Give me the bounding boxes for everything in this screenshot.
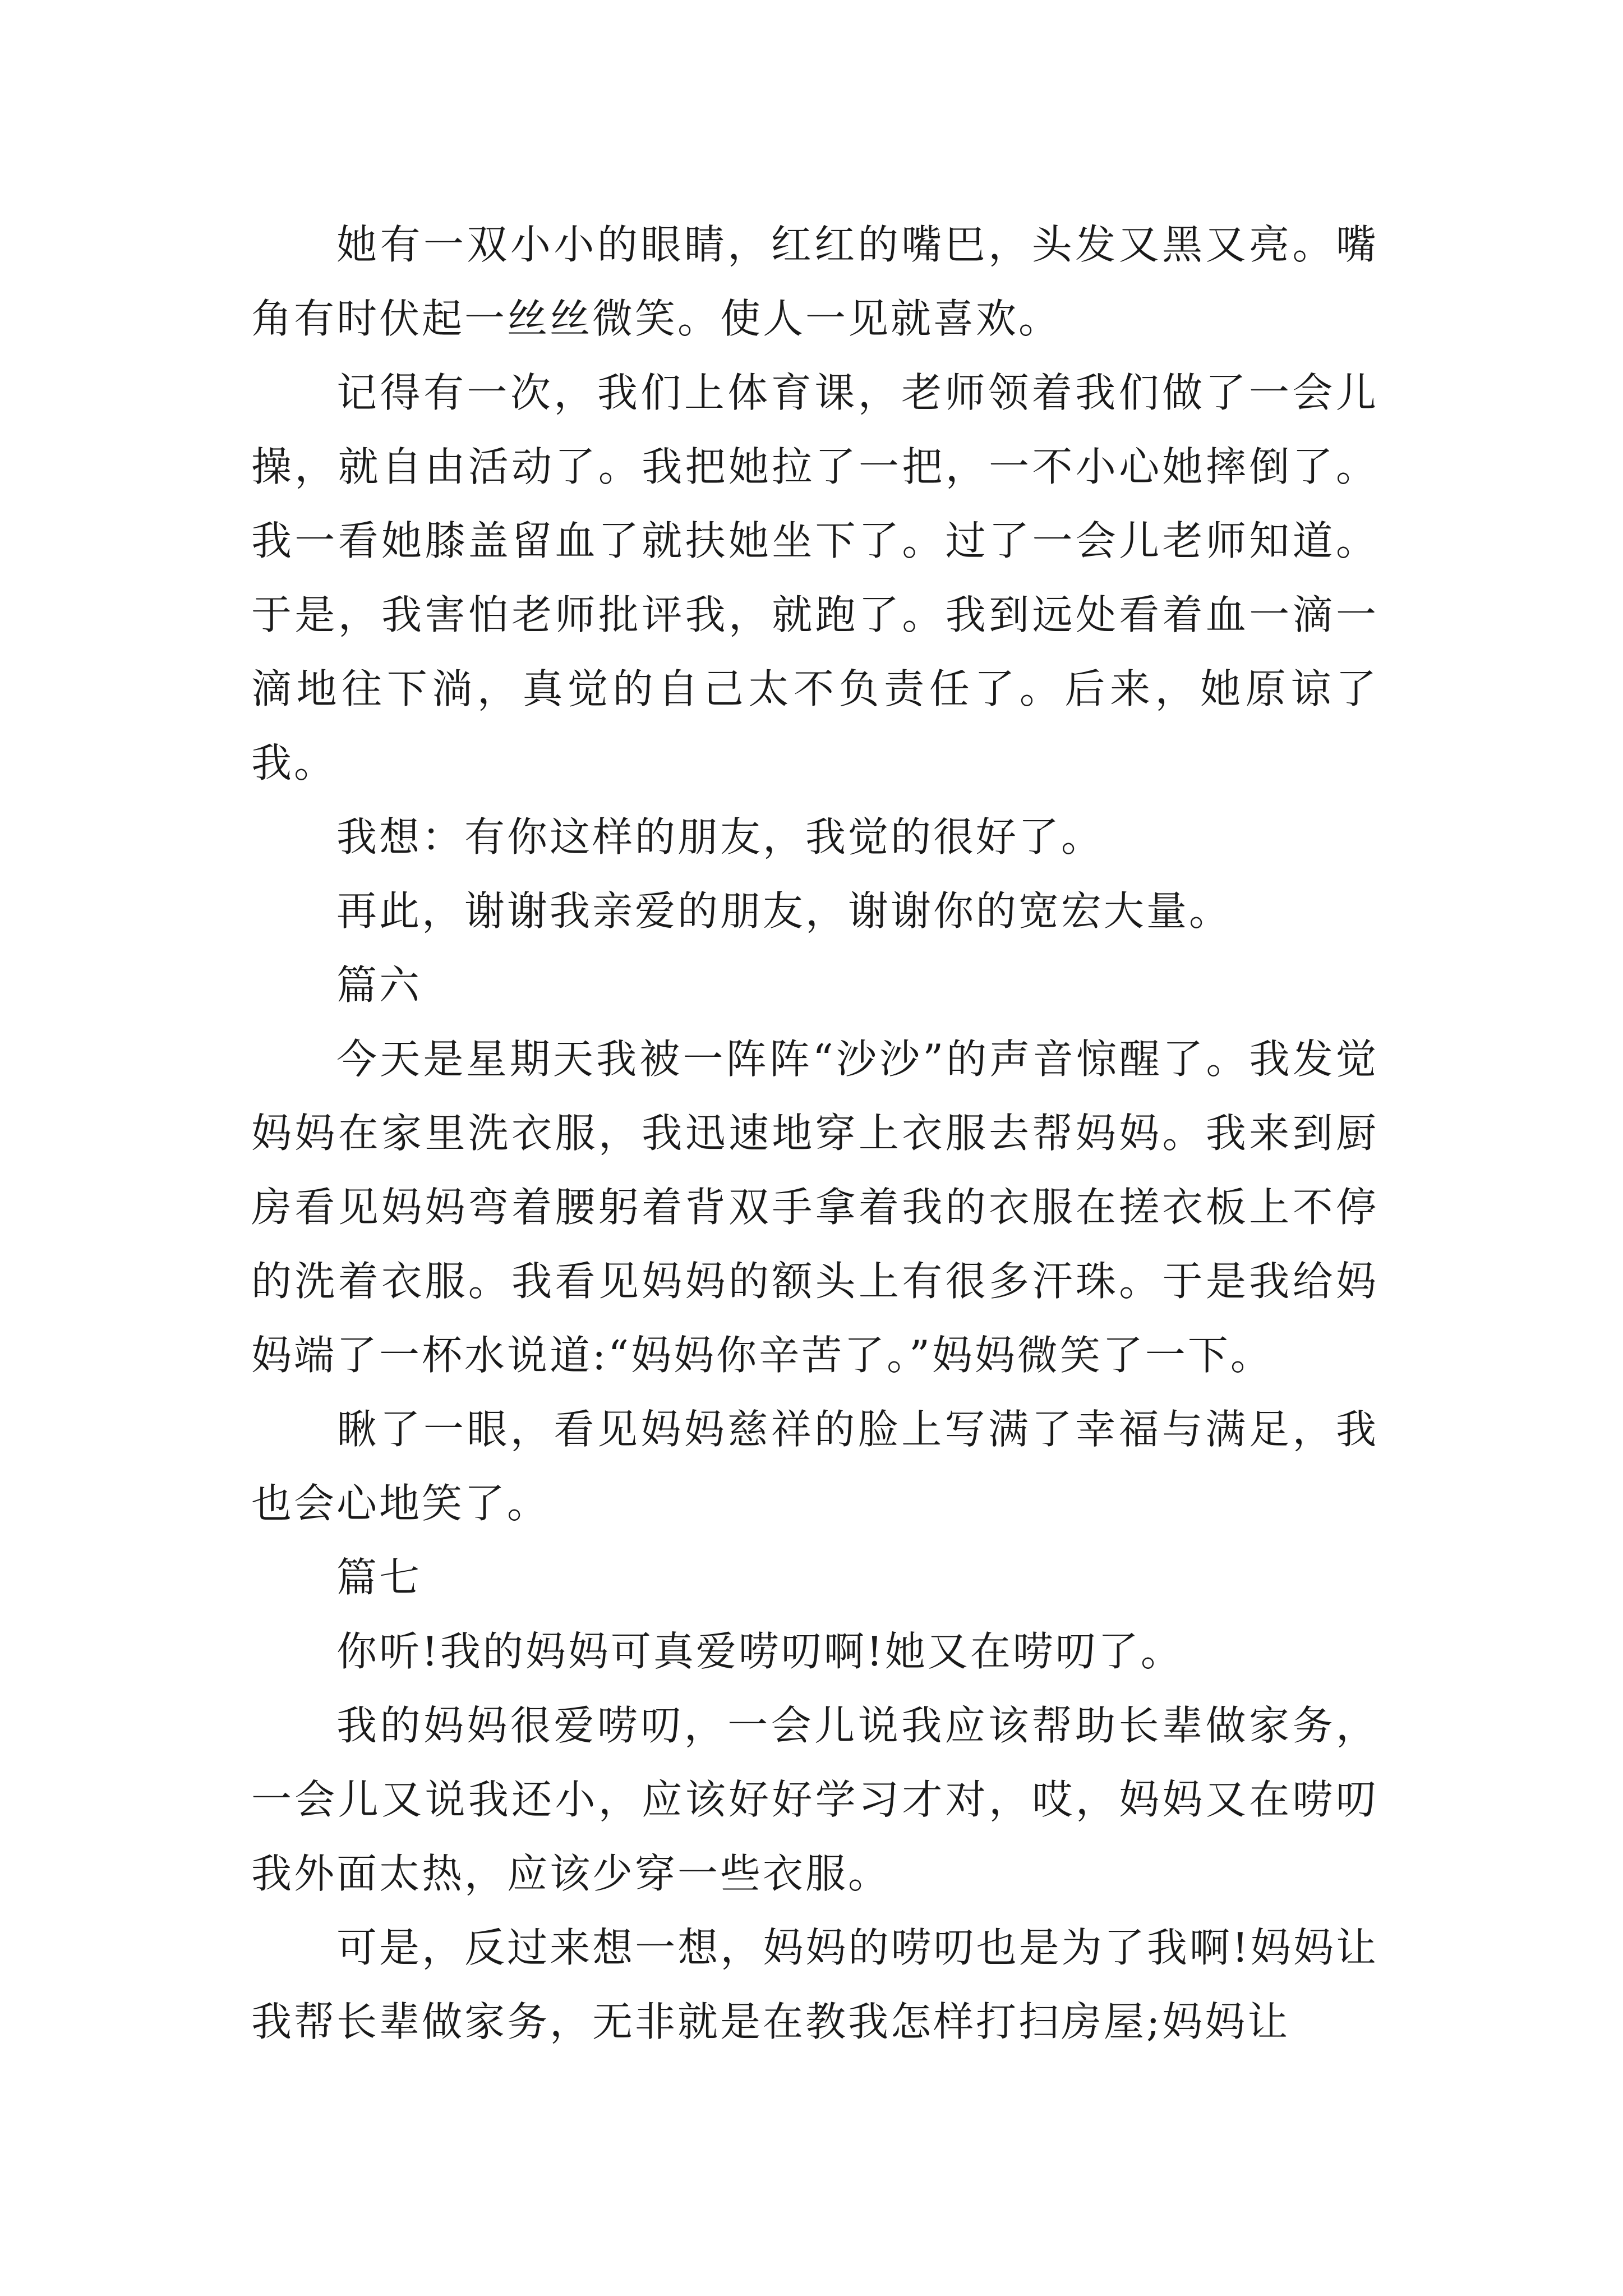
paragraph-4: 再此，谢谢我亲爱的朋友，谢谢你的宽宏大量。 [336, 887, 1232, 935]
paragraph-8: 我的妈妈很爱唠叨，一会儿说我应该帮助长辈做家务，一会儿又说我还小，应该好好学习才对，哎，妈妈又在唠叨我外面太热，应该少穿一些衣服。 [251, 1702, 1378, 1897]
section-heading-seven: 篇七 [336, 1554, 422, 1601]
paragraph-3: 我想：有你这样的朋友，我觉的很好了。 [336, 813, 1104, 861]
body-text [251, 208, 1378, 2059]
paragraph-7: 你听!我的妈妈可真爱唠叨啊!她又在唠叨了。 [336, 1628, 1183, 1675]
paragraph-6: 瞅了一眼，看见妈妈慈祥的脸上写满了幸福与满足，我也会心地笑了。 [251, 1406, 1378, 1527]
paragraph-1: 她有一双小小的眼睛，红红的嘴巴，头发又黑又亮。嘴角有时伏起一丝丝微笑。使人一见就喜欢。 [251, 221, 1378, 342]
paragraph-2: 记得有一次，我们上体育课，老师领着我们做了一会儿操，就自由活动了。我把她拉了一把，一不小心她摔倒了。我一看她膝盖留血了就扶她坐下了。过了一会儿老师知道。于是，我害怕老师批评我，就跑了。我到远处看着血一滴一滴地往下淌，真觉的自己太不负责任了。后来，她原谅了我。 [251, 369, 1378, 786]
section-heading-six: 篇六 [336, 961, 422, 1009]
paragraph-9: 可是，反过来想一想，妈妈的唠叨也是为了我啊!妈妈让我帮长辈做家务，无非就是在教我怎样打扫房屋;妈妈让 [251, 1924, 1378, 2045]
paragraph-5: 今天是星期天我被一阵阵“沙沙”的声音惊醒了。我发觉妈妈在家里洗衣服，我迅速地穿上衣服去帮妈妈。我来到厨房看见妈妈弯着腰躬着背双手拿着我的衣服在搓衣板上不停的洗着衣服。我看见妈妈的额头上有很多汗珠。于是我给妈妈端了一杯水说道:“妈妈你辛苦了。”妈妈微笑了一下。 [251, 1036, 1378, 1379]
